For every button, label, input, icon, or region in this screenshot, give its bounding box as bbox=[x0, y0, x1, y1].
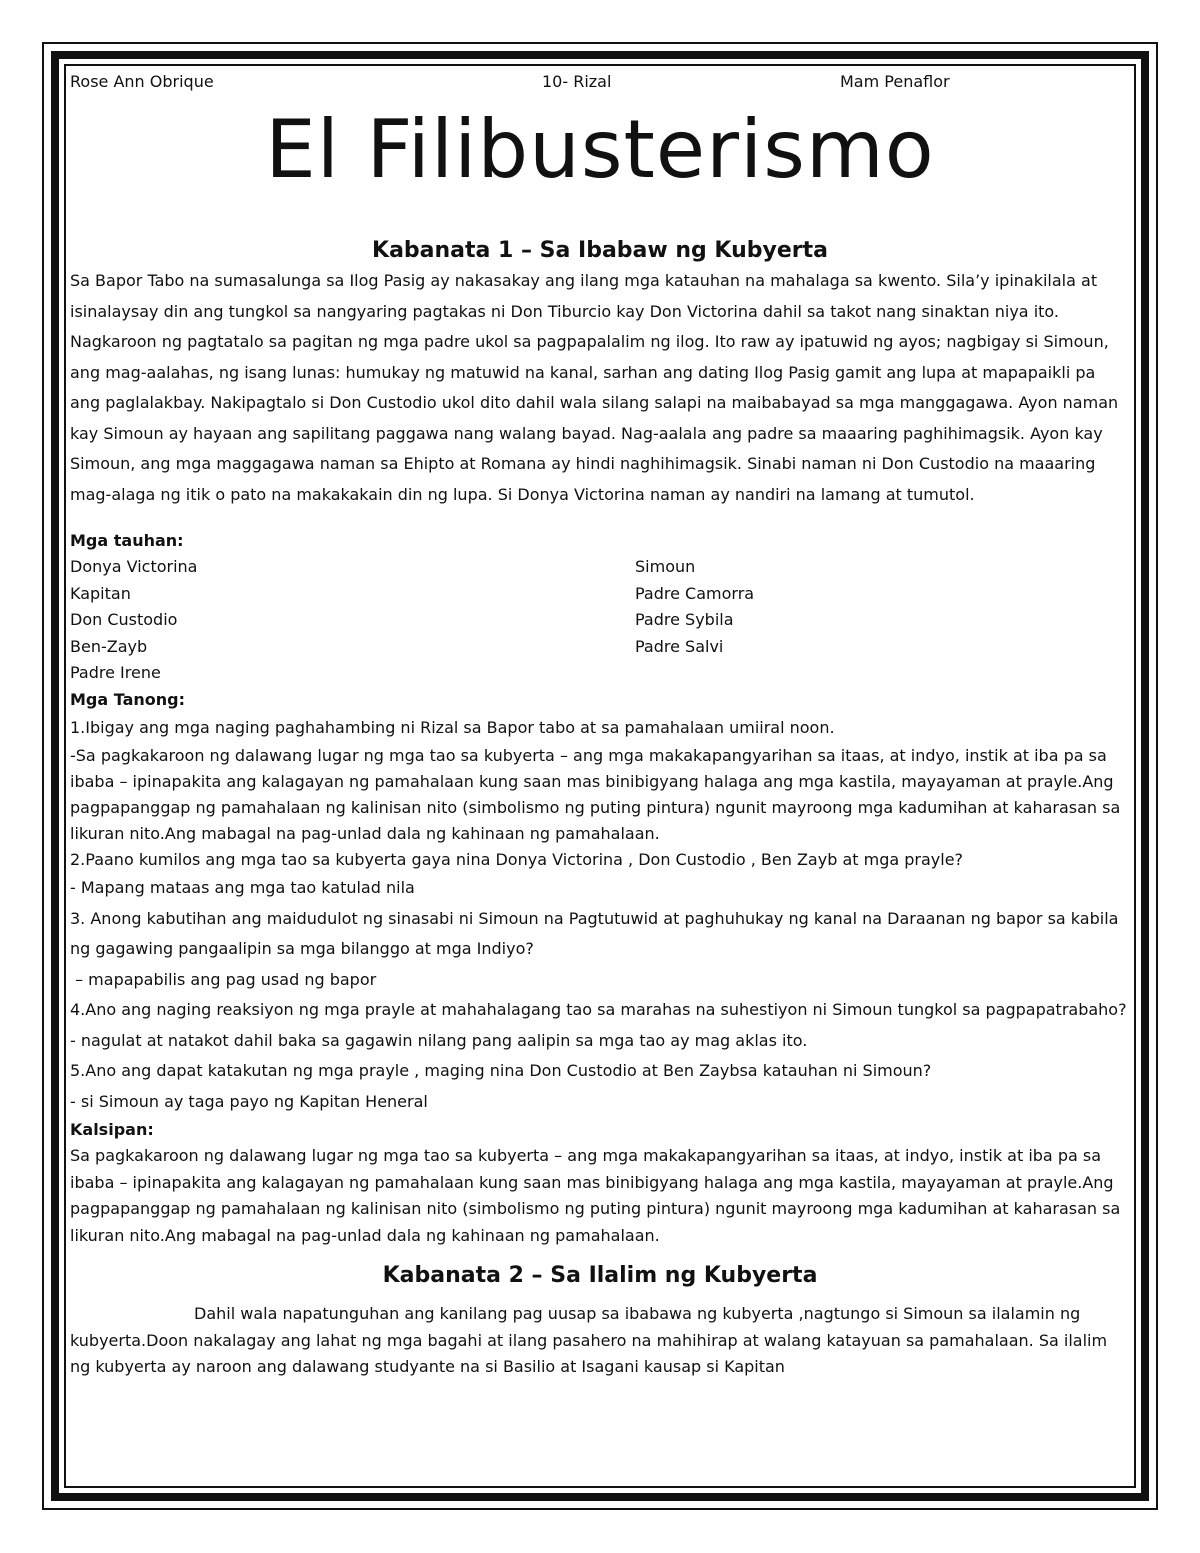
answer-4: - nagulat at natakot dahil baka sa gagawin nilang pang aalipin sa mga tao ay mag aklas ito. bbox=[70, 1030, 808, 1050]
question-5: 5.Ano ang dapat katakutan ng mga prayle , maging nina Don Custodio at Ben Zaybsa katauhan ni Simoun? bbox=[70, 1061, 932, 1080]
character-item: Simoun bbox=[635, 557, 696, 576]
document-header bbox=[70, 72, 1130, 98]
document-title: El Filibusterismo bbox=[265, 103, 935, 196]
lesson-heading: Kalsipan: bbox=[70, 1120, 154, 1139]
question-2: 2.Paano kumilos ang mga tao sa kubyerta gaya nina Donya Victorina , Don Custodio , Ben Zayb at mga prayle? bbox=[70, 850, 964, 869]
character-item: Don Custodio bbox=[70, 610, 178, 629]
chapter-2-title: Kabanata 2 – Sa Ilalim ng Kubyerta bbox=[382, 1263, 818, 1288]
section-name: 10- Rizal bbox=[542, 72, 612, 91]
character-item: Padre Irene bbox=[70, 663, 161, 682]
answer-5: - si Simoun ay taga payo ng Kapitan Heneral bbox=[70, 1091, 428, 1111]
answer-2: - Mapang mataas ang mga tao katulad nila bbox=[70, 878, 415, 897]
characters-list bbox=[70, 554, 1130, 687]
answer-1: -Sa pagkakaroon ng dalawang lugar ng mga tao sa kubyerta – ang mga makakapangyarihan sa itaas, at indyo, instik at iba pa sa ibaba – ipinapakita ang kalagayan ng pamahalaan kung saan mas binibigyang halaga ang mga kastila, mayayaman at prayle.Ang pagpapanggap ng pamahalaan ng kalinisan nito (simbolismo ng puting pintura) ngunit mayroong mga kadumihan at kaharasan sa likuran nito.Ang mabagal na pag-unlad dala ng kahinaan ng pamahalaan. bbox=[70, 746, 1121, 843]
chapter-2-summary-text: Dahil wala napatunguhan ang kanilang pag uusap sa ibabawa ng kubyerta ,nagtungo si Simoun sa ilalamin ng kubyerta.Doon nakalagay ang lahat ng mga bagahi at ilang pasahero na mahihirap at walang katayuan sa pamahalaan. Sa ilalim ng kubyerta ay naroon ang dalawang studyante na si Basilio at Isagani kausap si Kapitan bbox=[70, 1304, 1108, 1376]
question-4: 4.Ano ang naging reaksiyon ng mga prayle at mahahalagang tao sa marahas na suhestiyon ni Simoun tungkol sa pagpapatrabaho? bbox=[70, 1000, 1127, 1019]
characters-column-left bbox=[70, 554, 635, 687]
question-1: 1.Ibigay ang mga naging paghahambing ni Rizal sa Bapor tabo at sa pamahalaan umiiral noon. bbox=[70, 717, 835, 737]
characters-heading: Mga tauhan: bbox=[70, 531, 184, 550]
chapter-2-summary bbox=[70, 1301, 1130, 1381]
question-3: 3. Anong kabutihan ang maidudulot ng sinasabi ni Simoun na Pagtutuwid at paghuhukay ng kanal na Daraanan ng bapor sa kabila ng gagawing pangaalipin sa mga bilanggo at mga Indiyo? bbox=[70, 908, 1119, 958]
teacher-name: Mam Penaflor bbox=[840, 72, 950, 91]
student-name: Rose Ann Obrique bbox=[70, 72, 214, 91]
character-item: Padre Camorra bbox=[635, 583, 755, 603]
chapter-1-summary: Sa Bapor Tabo na sumasalunga sa Ilog Pasig ay nakasakay ang ilang mga katauhan na mahalaga sa kwento. Sila’y ipinakilala at isinalaysay din ang tungkol sa nangyaring pagtakas ni Don Tiburcio kay Don Victorina dahil sa takot nang sinaktan niya ito. Nagkaroon ng pagtatalo sa pagitan ng mga padre ukol sa pagpapalalim ng ilog. Ito raw ay ipatuwid ng ayos; nagbigay si Simoun, ang mag-aalahas, ng isang lunas: humukay ng matuwid na kanal, sarhan ang dating Ilog Pasig gamit ang lupa at mapapaikli pa ang paglalakbay. Nakipagtalo si Don Custodio ukol dito dahil wala silang salapi na maibabayad sa mga manggagawa. Ayon naman kay Simoun ay hayaan ang sapilitang paggawa nang walang bayad. Nag-aalala ang padre sa maaaring paghihimagsik. Ayon kay Simoun, ang mga maggagawa naman sa Ehipto at Romana ay hindi naghihimagsik. Sinabi naman ni Don Custodio na maaaring mag-alaga ng itik o pato na makakakain din ng lupa. Si Donya Victorina naman ay nandiri na lamang at tumutol. bbox=[70, 271, 1119, 504]
characters-column-right bbox=[635, 554, 754, 687]
answer-3: – mapapabilis ang pag usad ng bapor bbox=[70, 969, 377, 989]
character-item: Padre Salvi bbox=[635, 636, 724, 656]
character-item: Ben-Zayb bbox=[70, 636, 148, 656]
character-item: Donya Victorina bbox=[70, 557, 198, 576]
questions-heading: Mga Tanong: bbox=[70, 689, 186, 709]
character-item: Padre Sybila bbox=[635, 610, 734, 629]
lesson-text: Sa pagkakaroon ng dalawang lugar ng mga tao sa kubyerta – ang mga makakapangyarihan sa itaas, at indyo, instik at iba pa sa ibaba – ipinapakita ang kalagayan ng pamahalaan kung saan mas binibigyang halaga ang mga kastila, mayayaman at prayle.Ang pagpapanggap ng pamahalaan ng kalinisan nito (simbolismo ng puting pintura) ngunit mayroong mga kadumihan at kaharasan sa likuran nito.Ang mabagal na pag-unlad dala ng kahinaan ng pamahalaan. bbox=[70, 1146, 1121, 1245]
character-item: Kapitan bbox=[70, 583, 131, 603]
chapter-1-title: Kabanata 1 – Sa Ibabaw ng Kubyerta bbox=[372, 238, 828, 263]
document-body bbox=[70, 72, 1130, 1381]
